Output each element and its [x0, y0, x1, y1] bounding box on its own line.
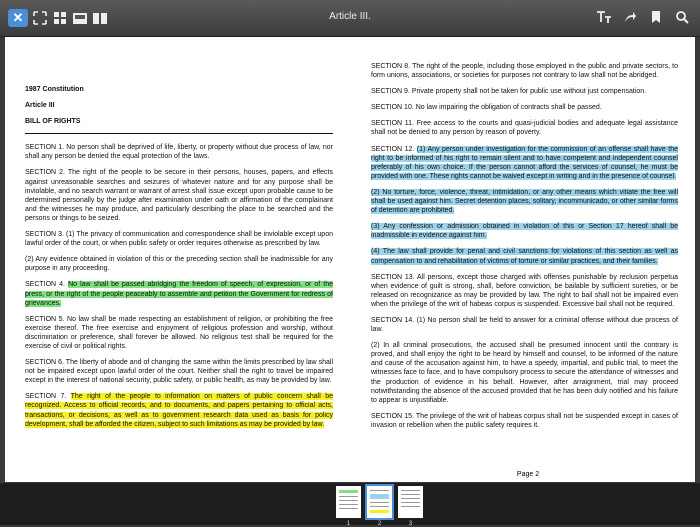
thumbnail-line — [401, 490, 420, 491]
section-5: SECTION 5. No law shall be made respecting an establishment of religion, or prohibiting the free exercise thereof. The free exercise and enjoyment of religious profession and worship, without discrimination or preference, shall forever be allowed. No religious test shall be required for the exercise of civil or political rights. — [25, 315, 333, 350]
highlight-blue[interactable]: (3) Any confession or admission obtained in violation of this or Section 17 hereof shall be inadmissible in evidence against him. — [371, 223, 678, 240]
doc-heading-article: Article III — [25, 102, 55, 110]
left-column — [25, 85, 333, 436]
section-12-1 — [371, 145, 678, 181]
document-title: Article III. — [329, 11, 371, 22]
highlight-blue[interactable]: (2) No torture, force, violence, threat, intimidation, or any other means which vitiate the free will shall be used against him. Secret detention places, solitary, incommunicado, or other similar forms of detention are prohibited. — [371, 188, 678, 215]
share-icon[interactable] — [622, 9, 638, 25]
thumbnail-label: 2 — [377, 521, 382, 527]
top-toolbar — [0, 0, 700, 37]
thumbnail-line — [401, 498, 420, 499]
section-4-prefix: SECTION 4. — [25, 281, 69, 289]
thumbnail-highlight-mark — [339, 490, 358, 493]
section-12-2 — [371, 188, 678, 215]
page-thumbnail[interactable] — [398, 486, 423, 527]
divider — [25, 133, 333, 134]
thumbnail-label: 3 — [408, 521, 413, 527]
page-number: Page 2 — [516, 471, 540, 478]
highlight-yellow[interactable]: The right of the people to information on matters of public concern shall be recognized. Access to official records, and to documents, and papers pertaining to official acts, transactions, or decisions, as well as to government research data used as basis for policy development, shall be afforded the citizen, subject to such limitations as may be provided by law. — [25, 393, 333, 428]
section-3-1: SECTION 3. (1) The privacy of communication and correspondence shall be inviolable except upon lawful order of the court, or when public safety or order requires otherwise as prescribed by law. — [25, 231, 333, 248]
section-12-4 — [371, 247, 678, 265]
doc-heading-bill-of-rights: BILL OF RIGHTS — [25, 118, 81, 126]
text-settings-icon[interactable] — [596, 9, 612, 25]
section-4 — [25, 280, 333, 307]
highlight-blue[interactable]: (1) Any person under investigation for the commission of an offense shall have the right to be informed of his right to remain silent and to have competent and independent counsel preferably of his own choice. If the person cannot afford the services of counsel, he must be provided with one. These rights cannot be waived except in writing and in the presence of counsel. — [371, 145, 679, 180]
thumbnail-line — [339, 508, 358, 509]
section-9: SECTION 9. Private property shall not be taken for public use without just compensation. — [371, 88, 647, 96]
highlight-blue[interactable]: (4) The law shall provide for penal and civil sanctions for violations of this section as well as compensation to and rehabilitation of victims of torture or similar practices, and their families. — [371, 248, 678, 265]
search-icon[interactable] — [674, 9, 690, 25]
bookmark-icon[interactable] — [648, 9, 664, 25]
thumbnail-line — [339, 504, 358, 505]
thumbnail-line — [370, 506, 389, 507]
thumbnail-line — [401, 502, 420, 503]
page-number-row — [5, 471, 695, 478]
thumbnail-strip — [336, 486, 423, 527]
thumbnail-highlight-mark — [370, 494, 389, 499]
section-10: SECTION 10. No law impairing the obligation of contracts shall be passed. — [371, 104, 602, 112]
section-7-prefix: SECTION 7. — [25, 393, 71, 401]
thumbnail-line — [339, 500, 358, 501]
page-thumbnail-selected[interactable] — [367, 486, 392, 527]
thumbnail-line — [370, 490, 389, 491]
section-14-1: SECTION 14. (1) No person shall be held to answer for a criminal offense without due process of law. — [371, 316, 678, 334]
document-page[interactable] — [5, 37, 695, 482]
section-12-prefix: SECTION 12. — [371, 145, 417, 153]
section-2: SECTION 2. The right of the people to be secure in their persons, houses, papers, and effects against unreasonable searches and seizures of whatever nature and for any purpose shall be inviolable, and no search warrant or warrant of arrest shall issue except upon probable cause to be determined personally by the judge after examination under oath or affirmation of the complainant and the witnesses he may produce, and particularly describing the place to be searched and the persons or things to be seized. — [25, 169, 333, 222]
thumbnail-highlight-mark — [370, 510, 389, 513]
thumbnail-line — [339, 496, 358, 497]
section-13: SECTION 13. All persons, except those charged with offenses punishable by reclusion perpetua when evidence of guilt is strong, shall, before conviction, be bailable by sufficient sureties, or be released on recognizance as may be provided by law. The right to bail shall not be impaired even when the privilege of the writ of habeas corpus is suspended. Excessive bail shall not be required. — [371, 273, 678, 308]
toolbar-right-group — [596, 9, 690, 25]
thumbnail-label: 1 — [346, 521, 351, 527]
thumbnail-bar — [0, 483, 700, 525]
section-15: SECTION 15. The privilege of the writ of habeas corpus shall not be suspended except in cases of invasion or rebellion when the public safety requires it. — [371, 412, 678, 429]
section-1: SECTION 1. No person shall be deprived of life, liberty, or property without due process of law, nor shall any person be denied the equal protection of the laws. — [25, 144, 333, 161]
section-6: SECTION 6. The liberty of abode and of changing the same within the limits prescribed by law shall not be impaired except upon lawful order of the court. Neither shall the right to travel be impaired except in the interest of national security, public safety, or public health, as may be provided by law. — [25, 359, 333, 385]
section-14-2: (2) In all criminal prosecutions, the accused shall be presumed innocent until the contrary is proved, and shall enjoy the right to be heard by himself and counsel, to be informed of the nature and cause of the accusation against him, to have a speedy, impartial, and public trial, to meet the witnesses face to face, and to have compulsory process to secure the attendance of witnesses and the production of evidence in his behalf. However, after arraignment, trial may proceed notwithstanding the absence of the accused provided that he has been duly notified and his failure to appear is unjustifiable. — [371, 342, 678, 404]
thumbnail-line — [401, 494, 420, 495]
doc-heading-constitution: 1987 Constitution — [25, 86, 84, 93]
section-7 — [25, 392, 333, 428]
thumbnail-line — [370, 502, 389, 503]
thumbnail-line — [401, 506, 420, 507]
section-12-3 — [371, 222, 678, 240]
close-button[interactable]: ✕ — [8, 9, 28, 27]
section-3-2: (2) Any evidence obtained in violation of this or the preceding section shall be inadmissible for any purpose in any proceeding. — [25, 256, 333, 273]
highlight-green[interactable]: No law shall be passed abridging the freedom of speech, of expression, or of the press, or the right of the people peaceably to assemble and petition the Government for redress of grievances. — [25, 281, 333, 307]
page-thumbnail[interactable] — [336, 486, 361, 527]
right-column — [371, 62, 678, 437]
section-11: SECTION 11. Free access to the courts and quasi-judicial bodies and adequate legal assistance shall not be denied to any person by reason of poverty. — [371, 120, 678, 137]
section-8: SECTION 8. The right of the people, including those employed in the public and private sectors, to form unions, associations, or societies for purposes not contrary to law shall not be abridged. — [371, 63, 678, 80]
